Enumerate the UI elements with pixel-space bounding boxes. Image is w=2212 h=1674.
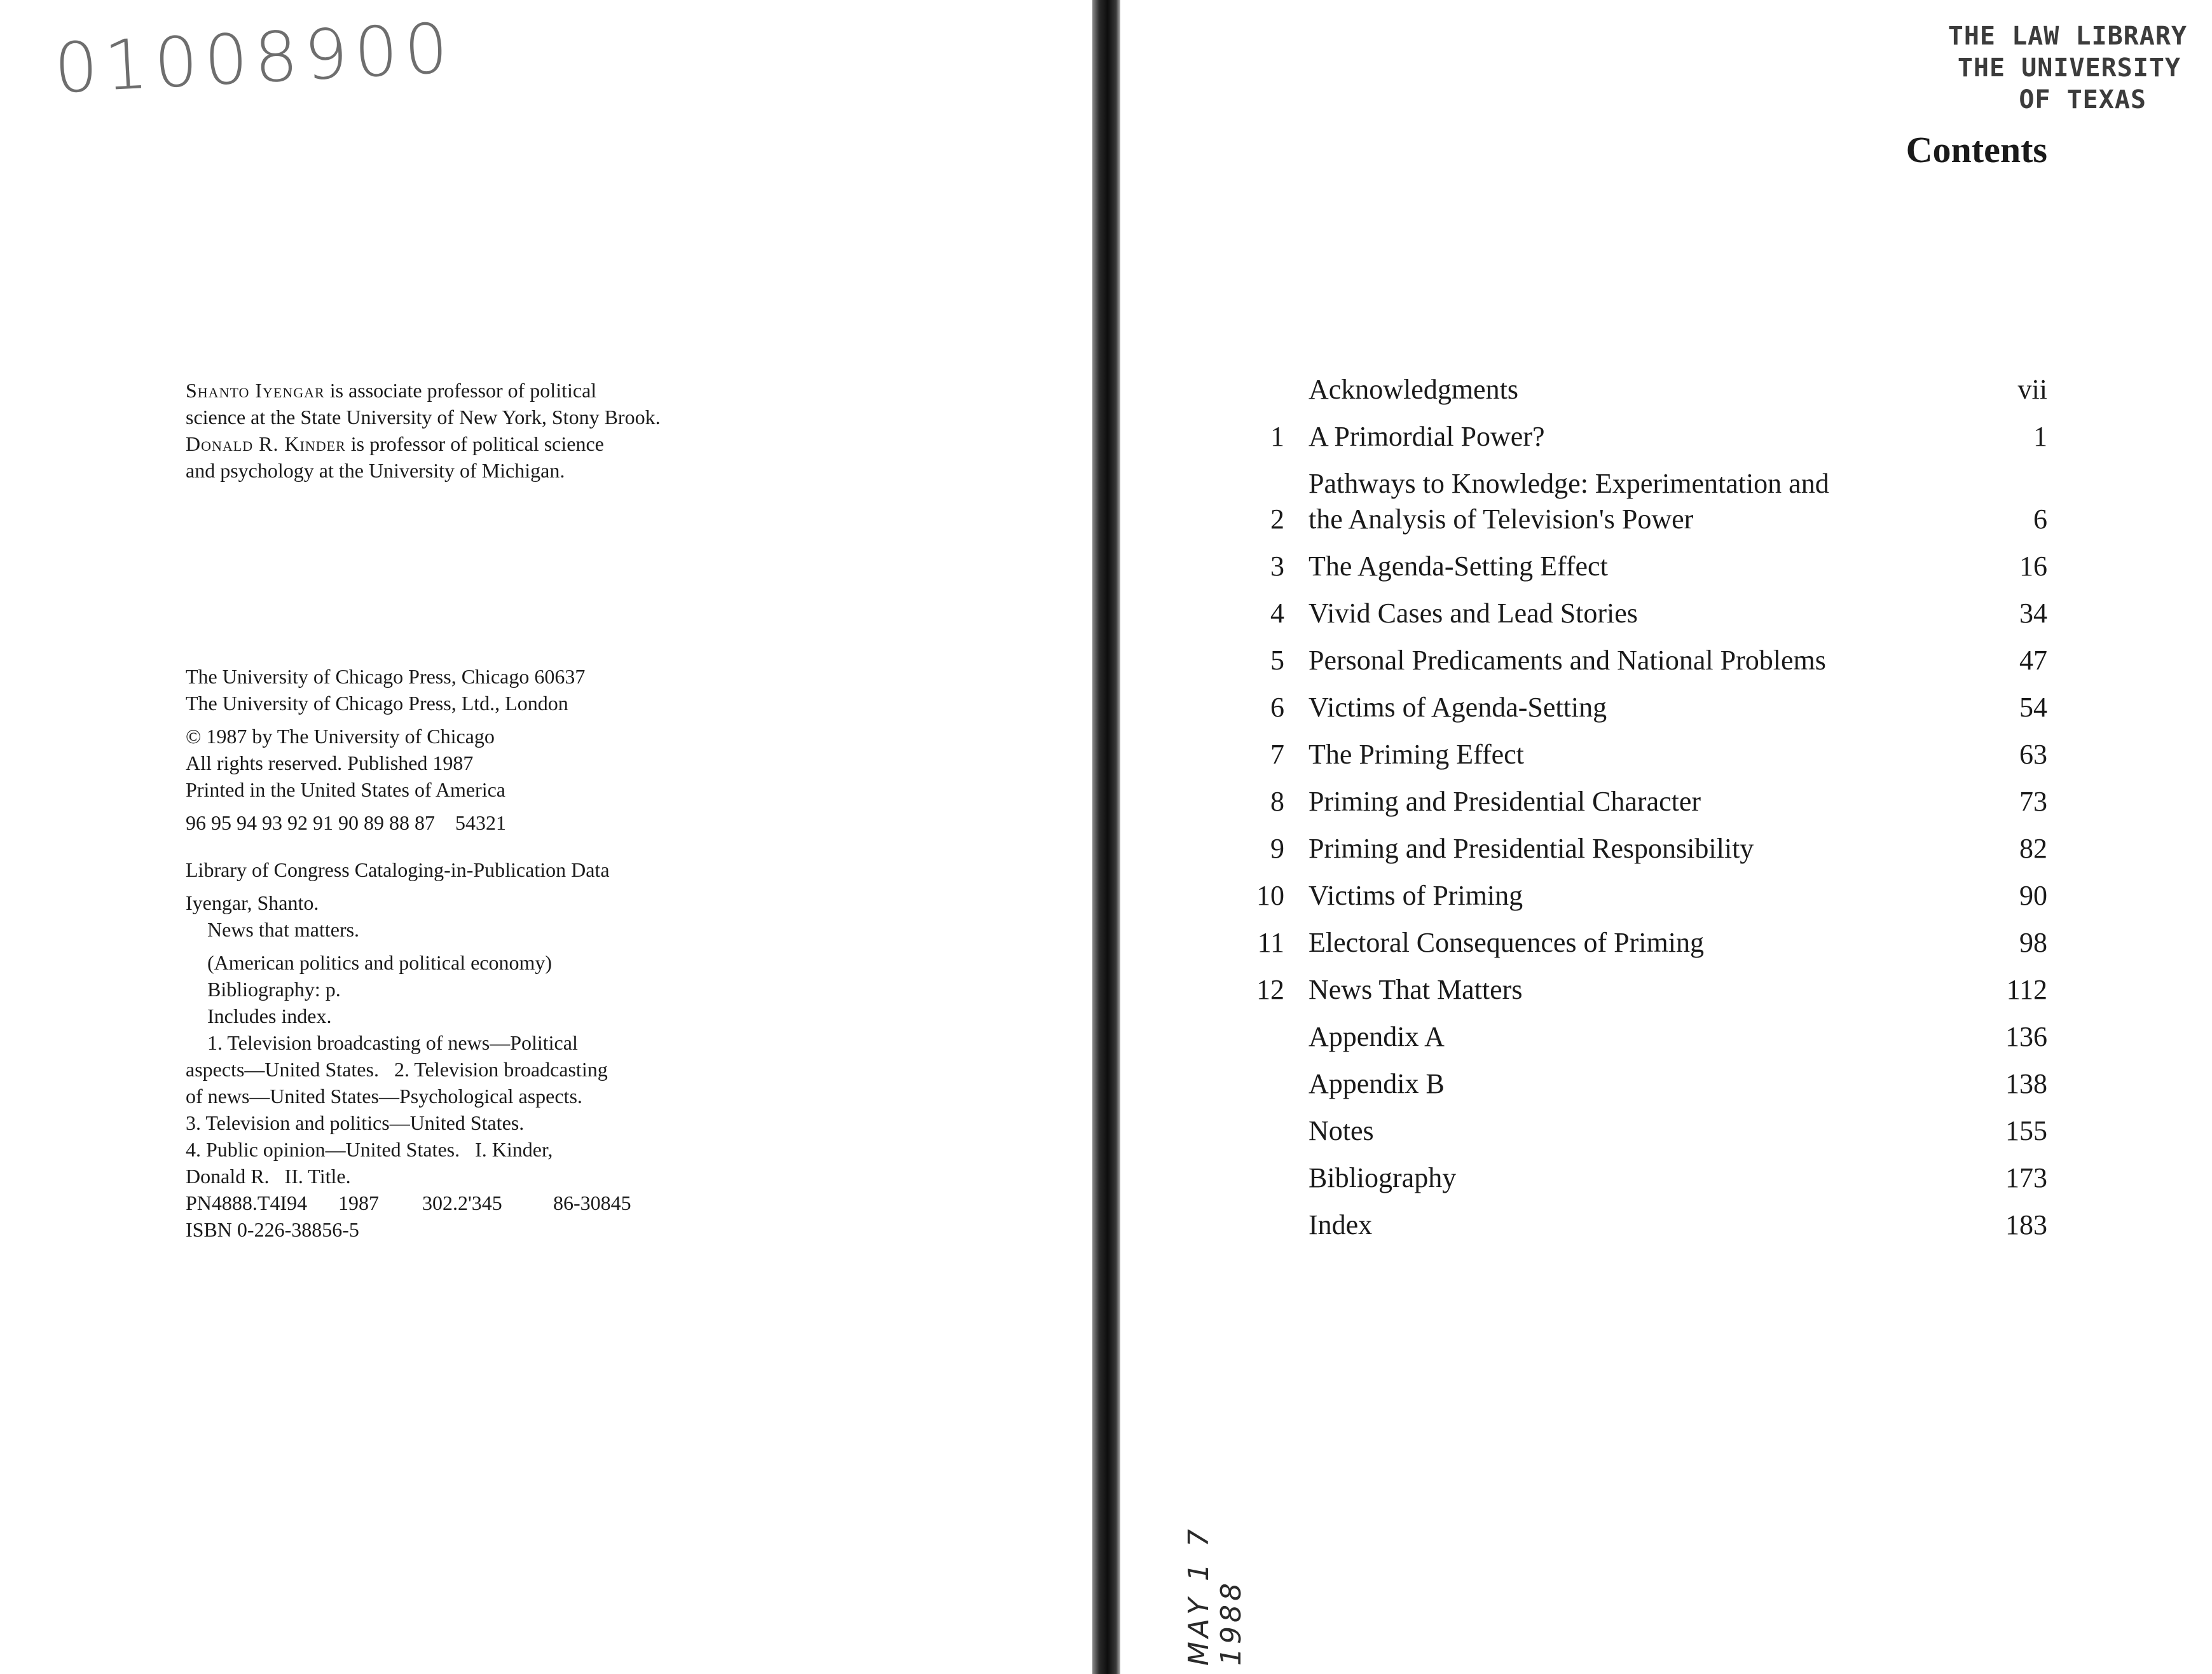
toc-title-line: Electoral Consequences of Priming bbox=[1309, 927, 1704, 958]
toc-chapter-title bbox=[1309, 549, 1946, 584]
toc-chapter-number: 3 bbox=[1270, 551, 1284, 582]
cip-index: Includes index. bbox=[207, 1005, 332, 1027]
cip-bibliography: Bibliography: p. bbox=[207, 978, 341, 1001]
stamp-line1: THE LAW LIBRARY bbox=[1948, 22, 2187, 51]
toc-entry bbox=[1208, 1160, 2047, 1196]
toc-page-number: 155 bbox=[2005, 1115, 2047, 1146]
toc-chapter-title bbox=[1309, 784, 1946, 820]
toc-chapter-title bbox=[1309, 972, 1946, 1008]
toc-page-number: 138 bbox=[2005, 1068, 2047, 1099]
toc-chapter-title bbox=[1309, 643, 1946, 678]
toc-page-number: 1 bbox=[2033, 421, 2047, 452]
toc-title-line: Victims of Agenda-Setting bbox=[1309, 692, 1607, 723]
cip-classification bbox=[186, 1190, 853, 1216]
toc-page-number: 63 bbox=[2019, 739, 2047, 770]
toc-chapter-title bbox=[1309, 1160, 1946, 1196]
toc-chapter-title bbox=[1309, 1113, 1946, 1149]
contents-title: Contents bbox=[1906, 129, 2047, 170]
toc-chapter-title bbox=[1309, 372, 1946, 408]
toc-title-line: News That Matters bbox=[1309, 974, 1523, 1005]
toc-page-number: vii bbox=[2017, 374, 2047, 405]
toc-chapter-number: 10 bbox=[1256, 880, 1284, 911]
toc-entry bbox=[1208, 1066, 2047, 1102]
press-chicago: The University of Chicago Press, Chicago 60637 bbox=[186, 665, 586, 688]
author-bios bbox=[186, 377, 821, 484]
handwritten-accession-number: 01008900 bbox=[52, 8, 457, 109]
toc-title-line: Index bbox=[1309, 1209, 1373, 1240]
toc-entry bbox=[1208, 1113, 2047, 1149]
toc-page-number: 82 bbox=[2019, 833, 2047, 864]
author1-bio-line2: science at the State University of New York, Stony Brook. bbox=[186, 406, 661, 429]
toc-chapter-number: 5 bbox=[1270, 645, 1284, 676]
author2-bio-line2: and psychology at the University of Michigan. bbox=[186, 459, 565, 482]
toc-chapter-title bbox=[1309, 1019, 1946, 1055]
toc-entry bbox=[1208, 737, 2047, 772]
publisher-block bbox=[186, 663, 853, 1243]
toc-title-line: Appendix B bbox=[1309, 1068, 1445, 1099]
table-of-contents bbox=[1208, 372, 2047, 1254]
toc-entry bbox=[1208, 419, 2047, 455]
toc-chapter-number: 12 bbox=[1256, 974, 1284, 1005]
toc-entry bbox=[1208, 784, 2047, 820]
toc-page-number: 34 bbox=[2019, 598, 2047, 629]
toc-chapter-number: 2 bbox=[1270, 504, 1284, 535]
author2-name: Donald R. Kinder bbox=[186, 432, 346, 455]
toc-chapter-title bbox=[1309, 737, 1946, 772]
toc-page-number: 98 bbox=[2019, 927, 2047, 958]
author1-bio bbox=[186, 377, 821, 404]
toc-entry bbox=[1208, 831, 2047, 867]
toc-chapter-title bbox=[1309, 690, 1946, 725]
toc-page-number: 173 bbox=[2005, 1162, 2047, 1193]
toc-title-line: Personal Predicaments and National Problems bbox=[1309, 645, 1826, 676]
toc-entry bbox=[1208, 643, 2047, 678]
toc-entry bbox=[1208, 972, 2047, 1008]
author2-bio-line1: is professor of political science bbox=[345, 432, 604, 455]
toc-page-number: 16 bbox=[2019, 551, 2047, 582]
toc-title-line: Priming and Presidential Responsibility bbox=[1309, 833, 1754, 864]
toc-chapter-title bbox=[1309, 419, 1946, 455]
toc-entry bbox=[1208, 466, 2047, 537]
toc-title-line: The Priming Effect bbox=[1309, 739, 1524, 770]
toc-chapter-title bbox=[1309, 831, 1946, 867]
copyright-line: © 1987 by The University of Chicago bbox=[186, 725, 495, 748]
lccn-number: 86-30845 bbox=[553, 1191, 631, 1214]
toc-chapter-number: 8 bbox=[1270, 786, 1284, 817]
toc-entry bbox=[1208, 1207, 2047, 1243]
toc-page-number: 54 bbox=[2019, 692, 2047, 723]
toc-entry bbox=[1208, 596, 2047, 631]
cip-author: Iyengar, Shanto. bbox=[186, 891, 319, 914]
stamp-line3: OF TEXAS bbox=[2019, 85, 2147, 114]
author1-bio-line1: is associate professor of political bbox=[324, 379, 597, 402]
cip-subject-5: 4. Public opinion—United States. I. Kinder, bbox=[186, 1138, 553, 1161]
toc-title-line: Acknowledgments bbox=[1309, 374, 1518, 405]
toc-chapter-title bbox=[1309, 1207, 1946, 1243]
isbn-line: ISBN 0-226-38856-5 bbox=[186, 1218, 359, 1241]
cip-subject-1: 1. Television broadcasting of news—Political bbox=[207, 1031, 578, 1054]
author2-bio bbox=[186, 430, 821, 457]
cip-subject-2: aspects—United States. 2. Television broadcasting bbox=[186, 1058, 608, 1081]
cip-series: (American politics and political economy) bbox=[207, 951, 553, 974]
toc-title-line: The Agenda-Setting Effect bbox=[1309, 551, 1608, 582]
toc-page-number: 183 bbox=[2005, 1209, 2047, 1240]
cip-title: News that matters. bbox=[207, 918, 360, 941]
printed-line: Printed in the United States of America bbox=[186, 778, 505, 801]
toc-page-number: 112 bbox=[2006, 974, 2047, 1005]
toc-entry bbox=[1208, 372, 2047, 408]
copyright-page bbox=[0, 0, 1092, 1674]
rights-line: All rights reserved. Published 1987 bbox=[186, 751, 474, 774]
toc-chapter-title bbox=[1309, 466, 1946, 537]
toc-title-line: Vivid Cases and Lead Stories bbox=[1309, 598, 1638, 629]
dewey-number: 302.2'345 bbox=[422, 1191, 502, 1214]
toc-entry bbox=[1208, 690, 2047, 725]
toc-page-number: 47 bbox=[2019, 645, 2047, 676]
toc-page-number: 90 bbox=[2019, 880, 2047, 911]
press-london: The University of Chicago Press, Ltd., London bbox=[186, 692, 568, 715]
toc-chapter-number: 1 bbox=[1270, 421, 1284, 452]
cip-subject-4: 3. Television and politics—United States. bbox=[186, 1111, 525, 1134]
toc-title-line: Bibliography bbox=[1309, 1162, 1457, 1193]
toc-chapter-title bbox=[1309, 596, 1946, 631]
printing-line: 96 95 94 93 92 91 90 89 88 87 54321 bbox=[186, 811, 506, 834]
call-year: 1987 bbox=[338, 1191, 379, 1214]
toc-chapter-title bbox=[1309, 925, 1946, 961]
author1-name: Shanto Iyengar bbox=[186, 379, 325, 402]
toc-chapter-number: 6 bbox=[1270, 692, 1284, 723]
toc-entry bbox=[1208, 925, 2047, 961]
toc-title-line: Notes bbox=[1309, 1115, 1374, 1146]
toc-title-line: the Analysis of Television's Power bbox=[1309, 504, 1694, 535]
toc-chapter-number: 9 bbox=[1270, 833, 1284, 864]
toc-chapter-title bbox=[1309, 878, 1946, 914]
toc-page-number: 6 bbox=[2033, 504, 2047, 535]
toc-entry bbox=[1208, 878, 2047, 914]
toc-entry bbox=[1208, 549, 2047, 584]
toc-title-line: Appendix A bbox=[1309, 1021, 1445, 1052]
call-number: PN4888.T4I94 bbox=[186, 1191, 308, 1214]
toc-chapter-number: 11 bbox=[1257, 927, 1284, 958]
toc-title-line: Priming and Presidential Character bbox=[1309, 786, 1701, 817]
received-date-stamp: MAY 1 7 1988 bbox=[1183, 1525, 1247, 1666]
toc-chapter-number: 4 bbox=[1270, 598, 1284, 629]
toc-chapter-title bbox=[1309, 1066, 1946, 1102]
toc-title-line: A Primordial Power? bbox=[1309, 421, 1545, 452]
library-stamp bbox=[1946, 20, 2187, 116]
cip-subject-3: of news—United States—Psychological aspects. bbox=[186, 1085, 582, 1108]
toc-title-line: Pathways to Knowledge: Experimentation and bbox=[1309, 468, 1829, 499]
toc-page-number: 136 bbox=[2005, 1021, 2047, 1052]
toc-entry bbox=[1208, 1019, 2047, 1055]
cip-subject-6: Donald R. II. Title. bbox=[186, 1165, 351, 1188]
toc-page-number: 73 bbox=[2019, 786, 2047, 817]
cip-heading: Library of Congress Cataloging-in-Publication Data bbox=[186, 858, 610, 881]
stamp-line2: THE UNIVERSITY bbox=[1957, 53, 2181, 83]
toc-title-line: Victims of Priming bbox=[1309, 880, 1523, 911]
book-gutter bbox=[1092, 0, 1120, 1674]
toc-chapter-number: 7 bbox=[1270, 739, 1284, 770]
